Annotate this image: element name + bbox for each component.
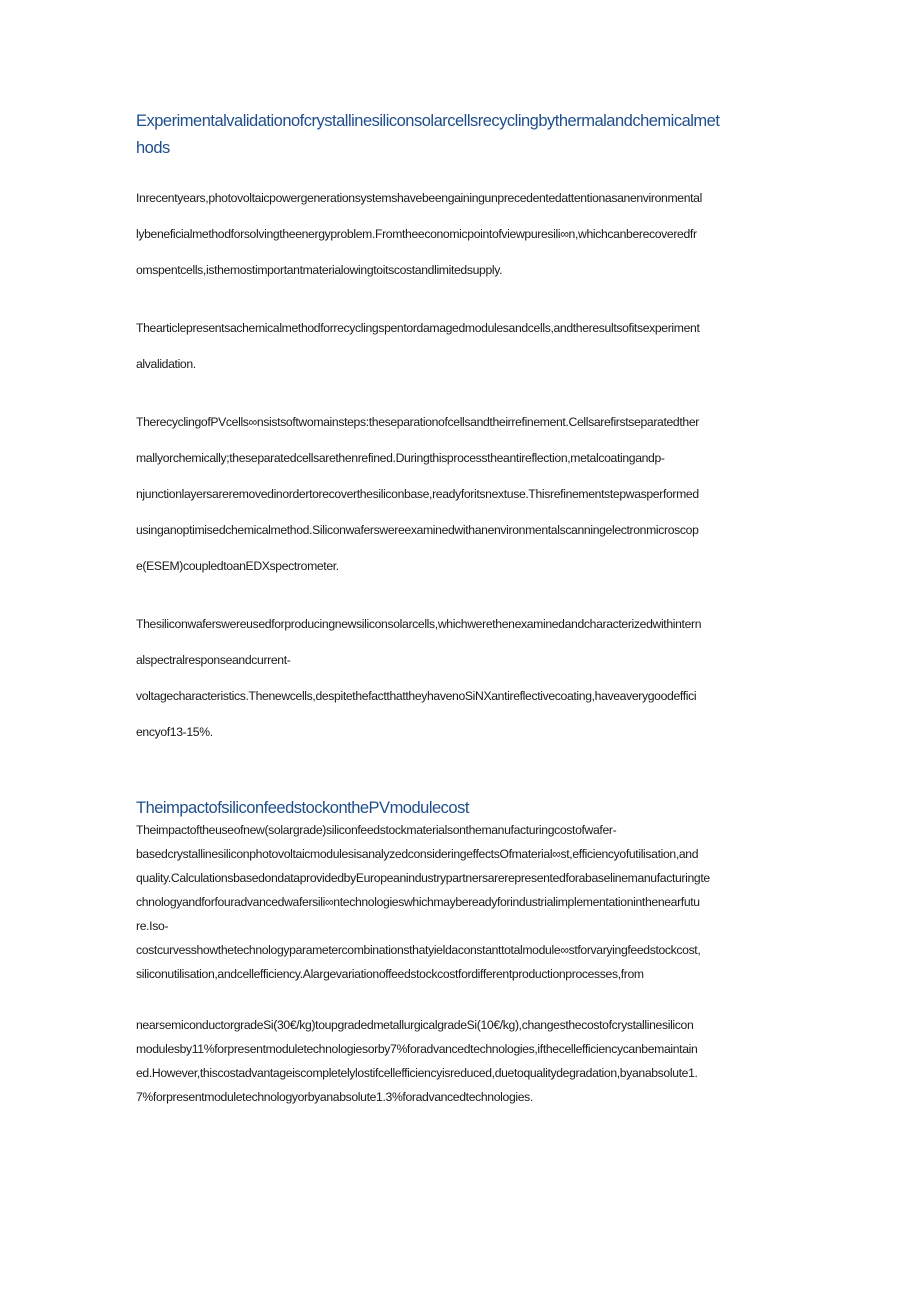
text-line: Thesiliconwaferswereusedforproducingnewsiliconsolarcells,whichwerethenexaminedandcharacterizedwithintern [136,617,702,631]
text-line: Inrecentyears,photovoltaicpowergenerationsystemshavebeengainingunprecedentedattentionasanenvironmental [136,191,702,205]
section-1-title [136,108,786,162]
text-line: nearsemiconductorgradeSi(30€/kg)toupgradedmetallurgicalgradeSi(10€/kg),changesthecostofcrystallinesilicon [136,1018,694,1032]
text-line: quality.CalculationsbasedondataprovidedbyEuropeanindustrypartnersarerepresentedforabaselinemanufacturingte [136,871,710,885]
text-line: mallyorchemically;theseparatedcellsarethenrefined.Duringthisprocesstheantireflection,metalcoatingandp- [136,451,665,465]
text-line: modulesby11%forpresentmoduletechnologiesorby7%foradvancedtechnologies,ifthecellefficiencycanbemaintain [136,1042,698,1056]
text-line: costcurvesshowthetechnologyparametercombinationsthatyieldaconstanttotalmodule∞stforvaryingfeedstockcost, [136,943,701,957]
text-line: e(ESEM)coupledtoanEDXspectrometer. [136,559,339,573]
section-1-title-line-2: hods [136,139,170,157]
text-line: alvalidation. [136,357,196,371]
text-line: voltagecharacteristics.Thenewcells,despitethefactthattheyhavenoSiNXantireflectivecoating,haveaverygoodeffici [136,689,697,703]
text-line: Theimpactoftheuseofnew(solargrade)siliconfeedstockmaterialsonthemanufacturingcostofwafer- [136,823,617,837]
text-line: lybeneficialmethodforsolvingtheenergyproblem.Fromtheeconomicpointofviewpuresili∞n,whichcanberecoveredfr [136,227,697,241]
section-2-title: TheimpactofsiliconfeedstockonthePVmodulecost [136,799,469,817]
text-line: re.Iso- [136,919,169,933]
text-line: njunctionlayersareremovedinordertorecoverthesiliconbase,readyforitsnextuse.Thisrefinementstepwasperformed [136,487,699,501]
text-line: omspentcells,isthemostimportantmaterialowingtoitscostandlimitedsupply. [136,263,503,277]
text-line: 7%forpresentmoduletechnologyorbyanabsolute1.3%foradvancedtechnologies. [136,1090,533,1104]
text-line: alspectralresponseandcurrent- [136,653,291,667]
text-line: Thearticlepresentsachemicalmethodforrecyclingspentordamagedmodulesandcells,andtheresultsofitsexperiment [136,321,700,335]
text-line: ed.However,thiscostadvantageiscompletelylostifcellefficiencyisreduced,duetoqualitydegradation,byanabsolute1. [136,1066,698,1080]
text-line: usinganoptimisedchemicalmethod.Siliconwaferswereexaminedwithanenvironmentalscanningelectronmicroscop [136,523,699,537]
text-line: siliconutilisation,andcellefficiency.Alargevariationoffeedstockcostfordifferentproductionprocesses,from [136,967,644,981]
section-1-title-line-1: Experimentalvalidationofcrystallinesiliconsolarcellsrecyclingbythermalandchemicalmet [136,112,720,130]
text-line: chnologyandforfouradvancedwafersili∞ntechnologieswhichmaybereadyforindustrialimplementationinthenearfutu [136,895,700,909]
text-line: encyof13-15%. [136,725,213,739]
text-line: TherecyclingofPVcells∞nsistsoftwomainsteps:theseparationofcellsandtheirrefinement.Cellsarefirstseparatedther [136,415,699,429]
text-line: basedcrystallinesiliconphotovoltaicmodulesisanalyzedconsideringeffectsOfmaterial∞st,efficiencyofutilisation,and [136,847,699,861]
